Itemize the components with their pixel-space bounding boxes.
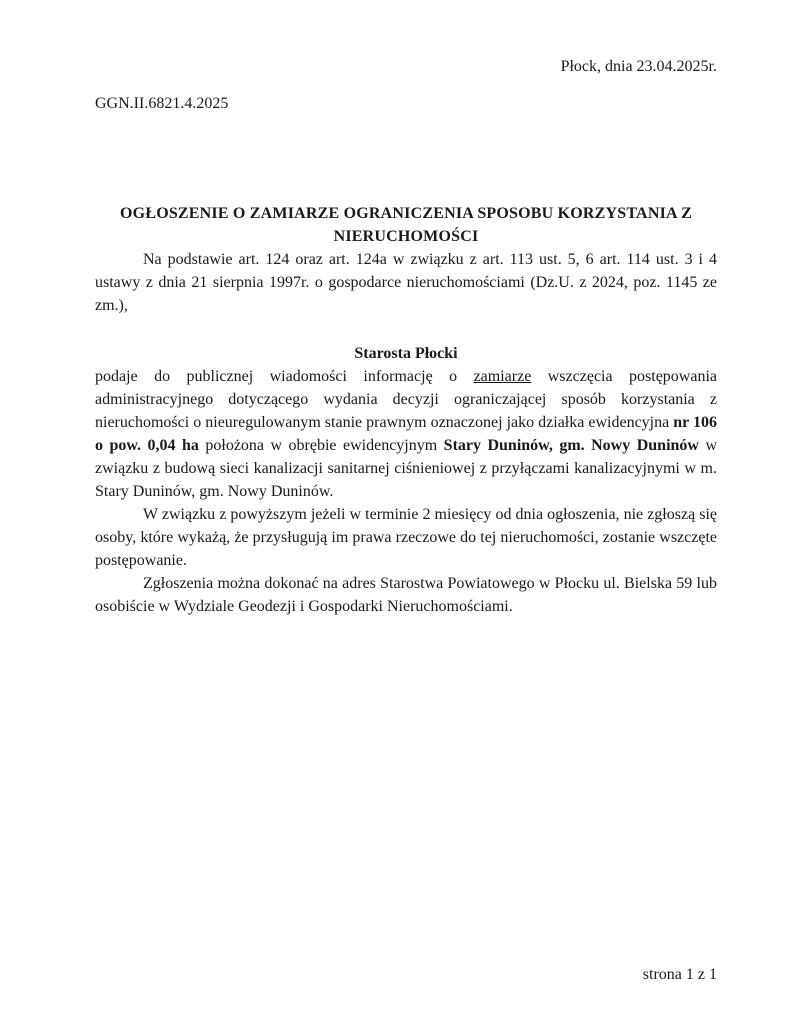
date-line: Płock, dnia 23.04.2025r. [560,58,717,75]
page-number: strona 1 z 1 [642,966,717,983]
document-title [95,202,717,248]
deadline-paragraph: W związku z powyższym jeżeli w terminie 2 miesięcy od dnia ogłoszenia, nie zgłoszą się osoby, które wykażą, że przysługują im prawa rzeczowe do tej nieruchomości, zostanie wszczęte postępowanie. [95,506,717,569]
document-title-line1: OGŁOSZENIE O ZAMIARZE OGRANICZENIA SPOSOBU KORZYSTANIA Z [120,205,692,222]
body-run-5: położona w obrębie ewidencyjnym [198,437,444,454]
body-paragraph [95,365,717,503]
parcel-designation-bold: nr 106 o pow. 0,04 ha [95,414,718,454]
document-title-line2: NIERUCHOMOŚCI [333,228,479,245]
submission-paragraph: Zgłoszenia można dokonać na adres Starostwa Powiatowego w Płocku ul. Bielska 59 lub osobiście w Wydziale Geodezji i Gospodarki Nieruchomościami. [95,575,717,615]
legal-basis-paragraph: Na podstawie art. 124 oraz art. 124a w związku z art. 113 ust. 5, 6 art. 114 ust. 3 i 4 ustawy z dnia 21 sierpnia 1997r. o gospodarce nieruchomościami (Dz.U. z 2024, poz. 1145 ze zm.), [95,251,717,314]
locality-name-bold: Stary Duninów, gm. Nowy Duninów [443,437,699,454]
body-run-1: podaje do publicznej wiadomości informację o [95,368,474,385]
body-run-3: wszczęcia postępowania administracyjnego dotyczącego wydania decyzji ograniczającej sposób korzystania z nieruchomości o nieuregulowanym stanie prawnym oznaczonej jako działka ewidencyjna [95,368,718,431]
body-run-7: w związku z budową sieci kanalizacji sanitarnej ciśnieniowej z przyłączami kanalizacyjnymi w m. Stary Duninów, gm. Nowy Duninów. [95,437,718,500]
underlined-word-zamiarze: zamiarze [473,368,532,385]
reference-number: GGN.II.6821.4.2025 [95,95,229,112]
issuer-name: Starosta Płocki [354,345,458,362]
